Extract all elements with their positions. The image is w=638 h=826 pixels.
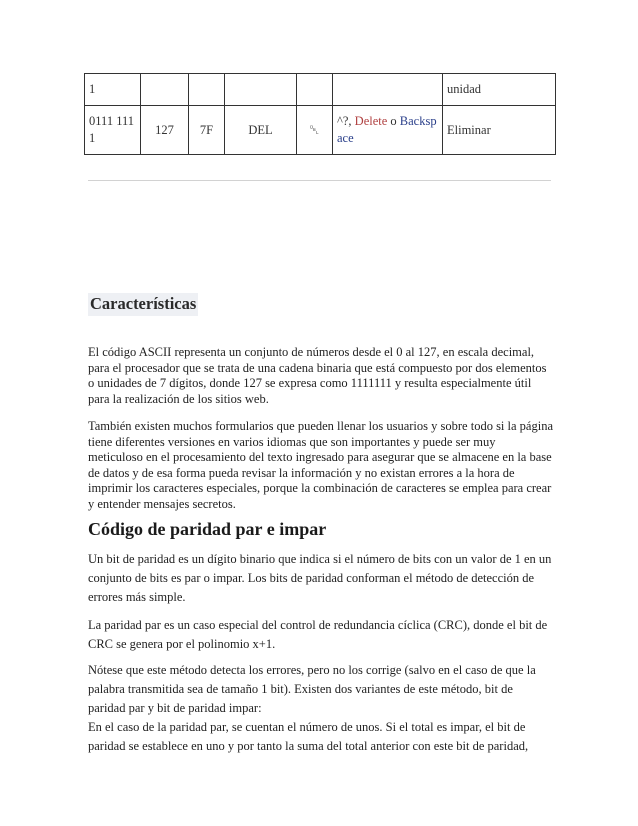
ctrl-mid: o [387,114,400,128]
binary-cell: 0111 111 1 [85,106,141,155]
delete-link[interactable]: Delete [354,114,388,128]
table-cell [189,74,225,106]
paragraph: Un bit de paridad es un dígito binario que indica si el número de bits con un valor de 1 en un conjunto de bits es par o impar. Los bits de paridad conforman el método de detección de errores más simple. [88,552,552,604]
paragraph: Nótese que este método detecta los errores, pero no los corrige (salvo en el caso de que la palabra transmitida sea de tamaño 1 bit). Existen dos variantes de este método, bit de paridad par y bit de paridad impar: [88,663,536,715]
paragraph: También existen muchos formularios que pueden llenar los usuarios y sobre todo si la página tiene diferentes versiones en varios idiomas que son importantes y puede ser muy meticuloso en el procesamiento del texto ingresado para asegurar que se almacene en la base de datos y de esa forma pueda revisar la información y no existan errores a la hora de imprimir los caracteres especiales, porque la combinación de caracteres se emplea para crear y entender mensajes secretos. [88,419,553,511]
ascii-table [84,73,556,155]
section-title-paridad: Código de paridad par e impar [88,519,327,539]
name-cell: Eliminar [443,106,556,155]
divider [88,180,551,181]
table-row [85,74,556,106]
table-cell [225,74,297,106]
symbol-cell: ␡ [297,106,333,155]
table-cell: unidad [443,74,556,106]
table-cell: 1 [85,74,141,106]
section-title-caracteristicas: Características [88,293,198,316]
paragraph: La paridad par es un caso especial del control de redundancia cíclica (CRC), donde el bit de CRC se genera por el polinomio x+1. [88,618,548,651]
control-cell [333,106,443,155]
ctrl-prefix: ^?, [337,114,355,128]
table-cell [141,74,189,106]
abbr-cell: DEL [225,106,297,155]
backspace-link[interactable]: Backsp ace [337,114,437,145]
hex-cell: 7F [189,106,225,155]
table-cell [333,74,443,106]
paragraph: En el caso de la paridad par, se cuentan el número de unos. Si el total es impar, el bit de paridad se establece en uno y por tanto la suma del total anterior con este bit de paridad, [88,720,529,753]
decimal-cell: 127 [141,106,189,155]
table-row [85,106,556,155]
table-cell [297,74,333,106]
paragraph: El código ASCII representa un conjunto de números desde el 0 al 127, en escala decimal, para el procesador que se trata de una cadena binaria que está compuesto por dos elementos o unidades de 7 dígitos, donde 127 se expresa como 1111111 y resulta especialmente útil para la realización de los sitios web. [88,345,547,406]
